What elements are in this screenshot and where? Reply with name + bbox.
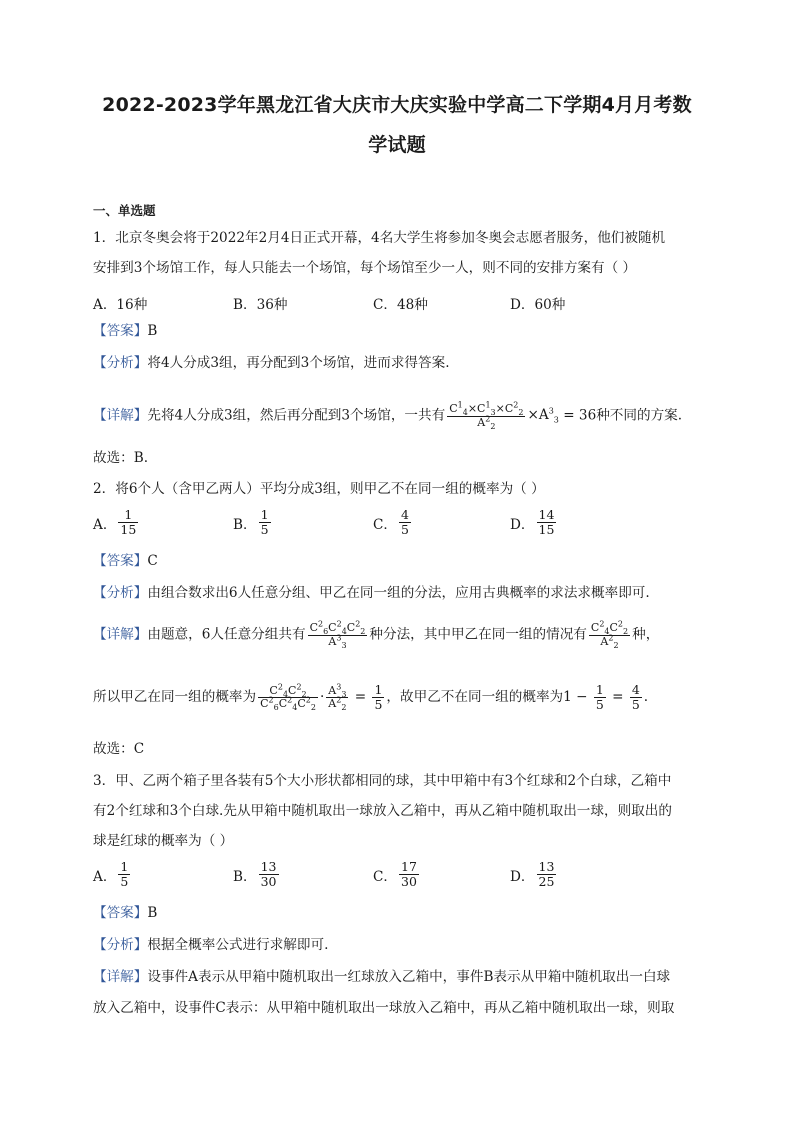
q3-answer: 【答案】B: [93, 905, 158, 921]
q1-detail: [93, 400, 683, 431]
q3-option-d: D． $\frac{13}{25}$: [510, 859, 555, 890]
q1-conclusion: 故选：B.: [93, 450, 149, 466]
q1-option-b: B．36种: [233, 297, 288, 313]
q3-analysis: 【分析】根据全概率公式进行求解即可.: [93, 937, 329, 953]
q1-analysis-text: 将4人分成3组，再分配到3个场馆，进而求得答案.: [147, 355, 450, 371]
answer-tag: 【答案】: [93, 323, 148, 339]
q2-detail: 【详解】由题意，6人任意分组共有 $\frac{C^2_6C^2_4C^2_2}{A^3_3}$ 种分法，其中甲乙在同一组的情况有 $\frac{C^2_4C^2_2}{A^2_2}$ 种，: [93, 619, 660, 650]
q3-answer-value: B: [147, 905, 158, 921]
q3-text-line-3: 球是红球的概率为（ ）: [93, 833, 234, 849]
q3-option-b: B． $\frac{13}{30}$: [233, 859, 277, 890]
q2-formula-same: $\frac{C^2_4C^2_2}{A^2_2}$: [590, 619, 629, 650]
q2-probability-line: 所以甲乙在同一组的概率为 $\frac{C^2_4C^2_2}{C^2_6C^2_4C^2_2}$ · $\frac{A^3_3}{A^2_2}$ = $\frac{1}{5}$ ，故甲乙不在同一组的概率为1 − $\frac{1}{5}$ = $\frac{4}{5}$ .: [93, 682, 649, 713]
q1-formula-fraction: $\frac{C^1_4\times C^1_3\times C^2_2}{A^2_2}$: [449, 400, 524, 431]
q1-answer-value: B: [147, 323, 158, 339]
q1-option-d: D．60种: [510, 297, 566, 313]
q1-answer: [93, 325, 157, 339]
q3-detail-text-1: 设事件A表示从甲箱中随机取出一红球放入乙箱中，事件B表示从甲箱中随机取出一白球: [147, 969, 671, 985]
q2-analysis-text: 由组合数求出6人任意分组、甲乙在同一组的分法，应用古典概率的求法求概率即可.: [147, 585, 650, 601]
q3-analysis-text: 根据全概率公式进行求解即可.: [147, 937, 329, 953]
analysis-tag: 【分析】: [93, 355, 148, 371]
section-heading: 一、单选题: [93, 203, 156, 218]
q2-probability-formula: $\frac{C^2_4C^2_2}{C^2_6C^2_4C^2_2}$: [260, 682, 316, 713]
q3-option-a: A． $\frac{1}{5}$: [93, 859, 129, 890]
q3-detail-line-2: 放入乙箱中，设事件C表示：从甲箱中随机取出一球放入乙箱中，再从乙箱中随机取出一球，则取: [93, 1000, 675, 1016]
q3-option-c: C． $\frac{17}{30}$: [373, 859, 417, 890]
q1-option-c: C．48种: [373, 297, 428, 313]
q1-detail-result: = 36种不同的方案.: [563, 407, 683, 424]
q3-text-line-2: 有2个红球和3个白球.先从甲箱中随机取出一球放入乙箱中，再从乙箱中随机取出一球，则取出的: [93, 803, 672, 819]
q3-detail-line-1: 【详解】设事件A表示从甲箱中随机取出一红球放入乙箱中，事件B表示从甲箱中随机取出一白球: [93, 969, 671, 985]
q2-option-c: C． $\frac{4}{5}$: [373, 507, 409, 538]
page-title-line-2: 学试题: [368, 134, 426, 156]
q1-text-line-2: 安排到3个场馆工作，每人只能去一个场馆，每个场馆至少一人，则不同的安排方案有（ ）: [93, 260, 637, 276]
q1-analysis: [93, 357, 450, 371]
q2-answer: 【答案】C: [93, 553, 158, 569]
q2-text-line-1: 2．将6个人（含甲乙两人）平均分成3组，则甲乙不在同一组的概率为（ ）: [93, 481, 545, 497]
q3-text-line-1: 3．甲、乙两个箱子里各装有5个大小形状都相同的球，其中甲箱中有3个红球和2个白球，乙箱中: [93, 773, 672, 789]
detail-tag: 【详解】: [93, 407, 148, 424]
q1-option-a: A．16种: [93, 297, 148, 313]
q2-formula-total: $\frac{C^2_6C^2_4C^2_2}{A^3_3}$: [309, 619, 366, 650]
q2-answer-value: C: [147, 553, 158, 569]
page-title-line-1: 2022-2023学年黑龙江省大庆市大庆实验中学高二下学期4月月考数: [102, 94, 692, 116]
q1-text-line-1: 1．北京冬奥会将于2022年2月4日正式开幕，4名大学生将参加冬奥会志愿者服务，他们被随机: [93, 230, 666, 246]
q2-option-a: A． $\frac{1}{15}$: [93, 507, 137, 538]
q2-option-d: D． $\frac{14}{15}$: [510, 507, 555, 538]
q2-option-b: B． $\frac{1}{5}$: [233, 507, 269, 538]
q2-analysis: 【分析】由组合数求出6人任意分组、甲乙在同一组的分法，应用古典概率的求法求概率即可.: [93, 585, 650, 601]
q1-formula-rest: $\times A^3_3$: [527, 406, 559, 426]
q1-detail-text: 先将4人分成3组，然后再分配到3个场馆，一共有: [147, 407, 446, 424]
q2-conclusion: 故选：C: [93, 741, 145, 757]
